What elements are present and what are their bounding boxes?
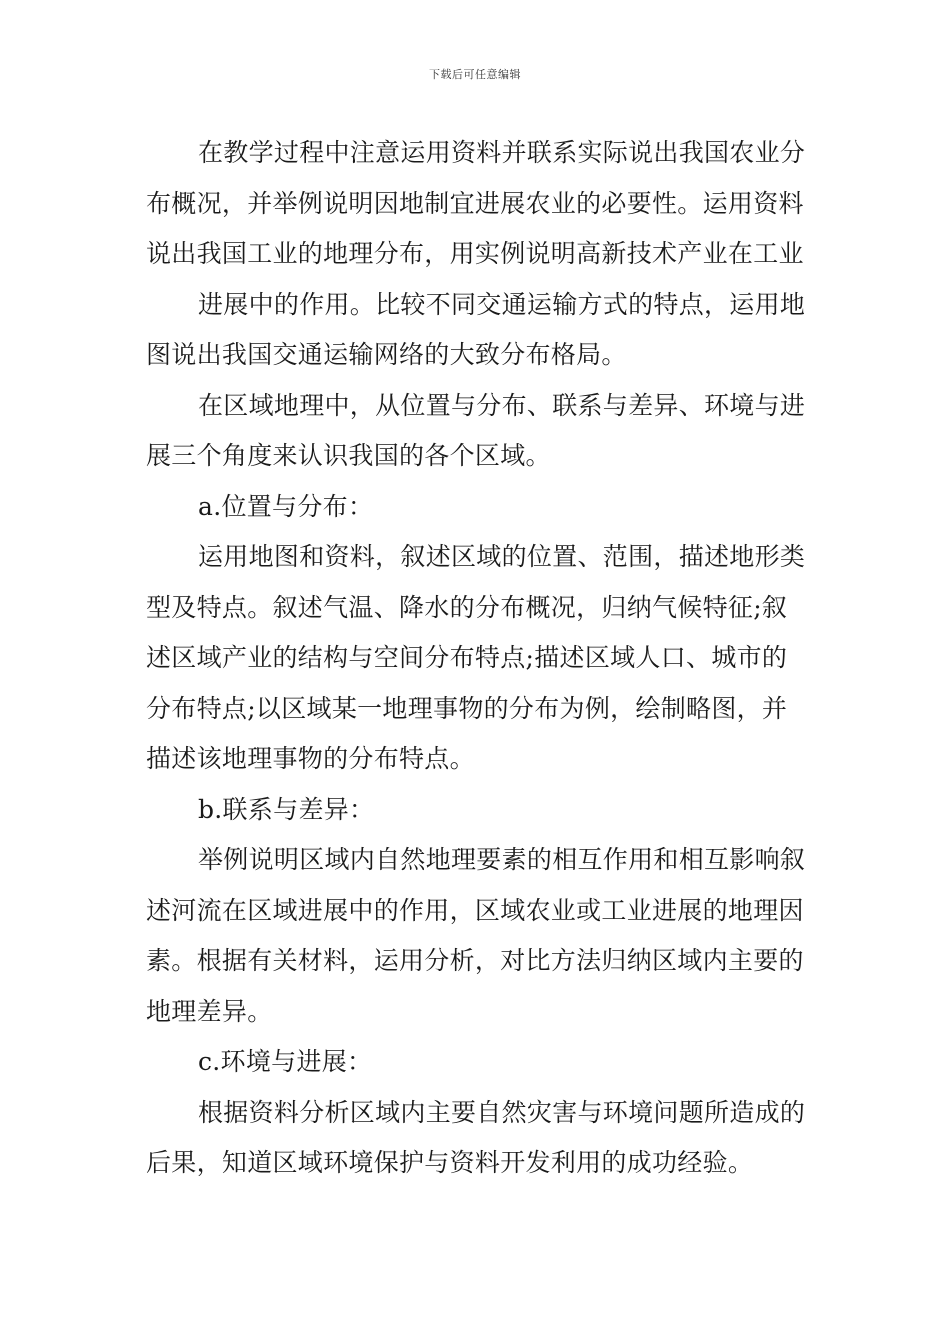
heading-environment-development: c.环境与进展：	[198, 1047, 373, 1076]
paragraph-transport: 进展中的作用。比较不同交通运输方式的特点，运用地图说出我国交通运输网络的大致分布格局。	[146, 289, 806, 369]
page-header: 下载后可任意编辑	[429, 68, 521, 81]
paragraph-position-distribution: 运用地图和资料，叙述区域的位置、范围，描述地形类型及特点。叙述气温、降水的分布概况，归纳气候特征;叙述区域产业的结构与空间分布特点;描述区域人口、城市的分布特点;以区域某一地理事物的分布为例，绘制略图，并描述该地理事物的分布特点。	[146, 542, 806, 773]
paragraph-environment-development: 根据资料分析区域内主要自然灾害与环境问题所造成的后果，知道区域环境保护与资料开发利用的成功经验。	[146, 1097, 806, 1177]
paragraph-connection-difference: 举例说明区域内自然地理要素的相互作用和相互影响叙述河流在区域进展中的作用，区域农业或工业进展的地理因素。根据有关材料，运用分析，对比方法归纳区域内主要的地理差异。	[146, 845, 806, 1026]
paragraph-regional-geography: 在区域地理中，从位置与分布、联系与差异、环境与进展三个角度来认识我国的各个区域。	[146, 390, 806, 470]
paragraph-agriculture-industry: 在教学过程中注意运用资料并联系实际说出我国农业分布概况，并举例说明因地制宜进展农业的必要性。运用资料说出我国工业的地理分布，用实例说明高新技术产业在工业	[146, 138, 806, 268]
heading-position-distribution: a.位置与分布：	[198, 491, 374, 521]
document-body	[146, 128, 808, 1189]
heading-connection-difference: b.联系与差异：	[198, 794, 375, 824]
